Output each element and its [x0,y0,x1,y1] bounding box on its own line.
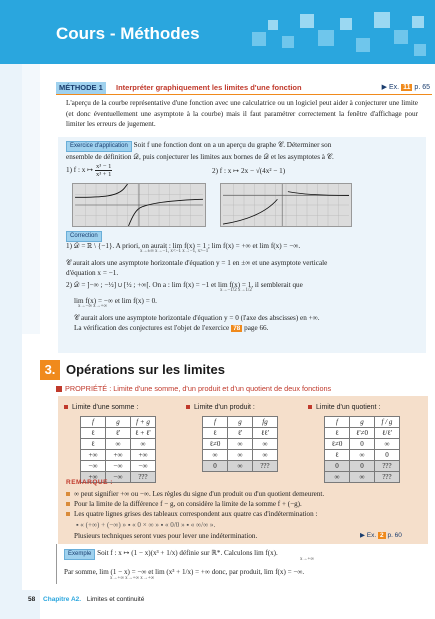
decor-square [252,32,266,46]
correction-line-4-sub: x→−1/2 x→1/2 [220,288,252,293]
page-title: Cours - Méthodes [56,24,200,43]
correction-line-5: lim f(x) = −∞ et lim f(x) = 0. [74,297,157,305]
footer-band [0,590,40,619]
example-line-2-sub: x→+∞ x→+∞ x→+∞ [110,576,155,581]
quotient-table-block: Limite d'un quotient : f g f / g ℓ ℓ'≠0 ℓ/ℓ' ℓ≠0 0 ∞ ℓ ∞ 0 0 0 ??? ∞ ∞ ??? [308,402,424,483]
page-header [0,0,435,64]
decor-square [268,20,278,30]
indetermination-cases: ▪ « (+∞) + (−∞) » ▪ « 0 × ∞ » ▪ « 0/0 » ▪ « ∞/∞ ». [76,521,216,529]
example-line-1-sub: x→+∞ [300,557,314,562]
left-margin-band [22,64,40,334]
graph-2 [220,183,352,227]
property-marker [56,386,62,392]
chapter-title: Limites et continuité [86,596,145,603]
correction-tag: Correction [66,231,102,242]
example-line-2: Par somme, lim (1 − x) = −∞ et lim (x³ + 1/x) = +∞ donc, par produit, lim f(x) = −∞. [64,568,305,576]
application-statement: Exercice d'application Soit f une fonction dont on a un aperçu du graphe 𝒞. Déterminer son ensemble de définition 𝒟, puis conjecturer les limites aux bornes de 𝒟 et les asymptotes à 𝒞. [66,141,334,161]
correction-line-6: 𝒞 aurait alors une asymptote horizontale d'équation y = 0 (l'axe des abscisses) en +∞. [74,314,320,322]
remark-exercise-reference[interactable]: ▶ Ex. 2 p. 60 [360,532,402,539]
page-number: 58 [28,596,36,603]
decor-square [374,12,390,28]
property-label: PROPRIÉTÉ : Limite d'une somme, d'un produit et d'un quotient de deux fonctions [56,384,432,394]
application-tag: Exercice d'application [66,141,132,152]
method-tag: MÉTHODE 1 [56,82,106,94]
exercise-reference[interactable]: ▶ Ex. 11 p. 65 [381,84,430,91]
correction-line-7: La vérification des conjectures est l'objet de l'exercice 78 page 66. [74,324,269,332]
sum-table-block: Limite d'une somme : f g f + g ℓ ℓ' ℓ + ℓ' ℓ ∞ ∞ +∞ +∞ +∞ −∞ −∞ −∞ +∞ −∞ ??? [64,402,180,483]
chapter-label: Chapitre A2. [43,596,82,603]
question-1: 1) f : x ↦ $\frac{\text{x³ − 1}}{\text{x³ + 1}}$ [66,163,112,178]
left-margin-band [0,64,22,619]
decor-square [282,36,294,48]
section-number: 3. [40,360,60,380]
correction-line-1-sub: x→±∞ x→−1, x<−1 x→−1, x>−1 [140,249,209,254]
sum-limits-table: f g f + g ℓ ℓ' ℓ + ℓ' ℓ ∞ ∞ +∞ +∞ +∞ −∞ −∞ −∞ +∞ −∞ ??? [80,416,156,483]
section-title: Opérations sur les limites [66,362,225,377]
correction-line-4: 2) 𝒟 = ]−∞ ; −½] ∪ [½ ; +∞[. On a : lim f(x) = −1 et lim f(x) = 1, il semblerait que [66,281,303,289]
method-header [56,82,432,95]
product-limits-table: f g fg ℓ ℓ' ℓℓ' ℓ≠0 ∞ ∞ ∞ ∞ ∞ 0 ∞ ??? [202,416,278,472]
decor-square [318,30,334,46]
example-line-1: Exemple Soit f : x ↦ (1 − x)(x³ + 1/x) définie sur ℝ*. Calculons lim f(x). [64,548,422,560]
page-footer [28,596,144,603]
decor-square [394,30,408,44]
decor-square [414,44,426,56]
example-tag: Exemple [64,549,95,560]
decor-square [300,14,314,28]
remark-1: ∞ peut signifier +∞ ou −∞. Les règles du signe d'un produit ou d'un quotient demeurent. [66,489,424,499]
correction-line-3: d'équation x = −1. [66,269,119,277]
decor-square [340,18,352,30]
remark-3: Les quatre lignes grises des tableaux correspondent aux quatre cas d'indétermination : [66,509,424,519]
method-title: Interpréter graphiquement les limites d'une fonction [116,83,302,92]
remark-2: Pour la limite de la différence f − g, on considère la limite de la somme f + (−g). [66,499,424,509]
remark-title: REMARQUE : [66,479,113,486]
correction-line-5-sub: x→−∞ x→+∞ [78,304,108,309]
correction-line-2: 𝒞 aurait alors une asymptote horizontale d'équation y = 1 en ±∞ et une asymptote verticale [66,259,328,267]
quotient-limits-table: f g f / g ℓ ℓ'≠0 ℓ/ℓ' ℓ≠0 0 ∞ ℓ ∞ 0 0 0 ??? ∞ ∞ ??? [324,416,400,483]
remark-4: Plusieurs techniques seront vues pour lever une indétermination. [74,532,258,540]
product-table-block: Limite d'un produit : f g fg ℓ ℓ' ℓℓ' ℓ≠0 ∞ ∞ ∞ ∞ ∞ 0 ∞ ??? [186,402,302,472]
exercise-link[interactable]: 78 [233,325,241,332]
correction-line-1: 1) 𝒟 = ℝ \ {−1}. A priori, on aurait : lim f(x) = 1 ; lim f(x) = +∞ et lim f(x) = −∞. [66,242,301,250]
graph-1 [72,183,206,227]
question-2: 2) f : x ↦ 2x − √(4x² − 1) [212,167,286,175]
decor-square [356,38,370,52]
decor-square [412,16,424,28]
method-intro: L'aperçu de la courbe représentative d'une fonction avec une calculatrice ou un logiciel peut aider à conjecturer une limite (et donc éventuellement une asymptote à la courbe) mais il faut paramétrer correctement la fenêtre d'affichage pour limiter les erreurs de jugement. [66,99,418,128]
